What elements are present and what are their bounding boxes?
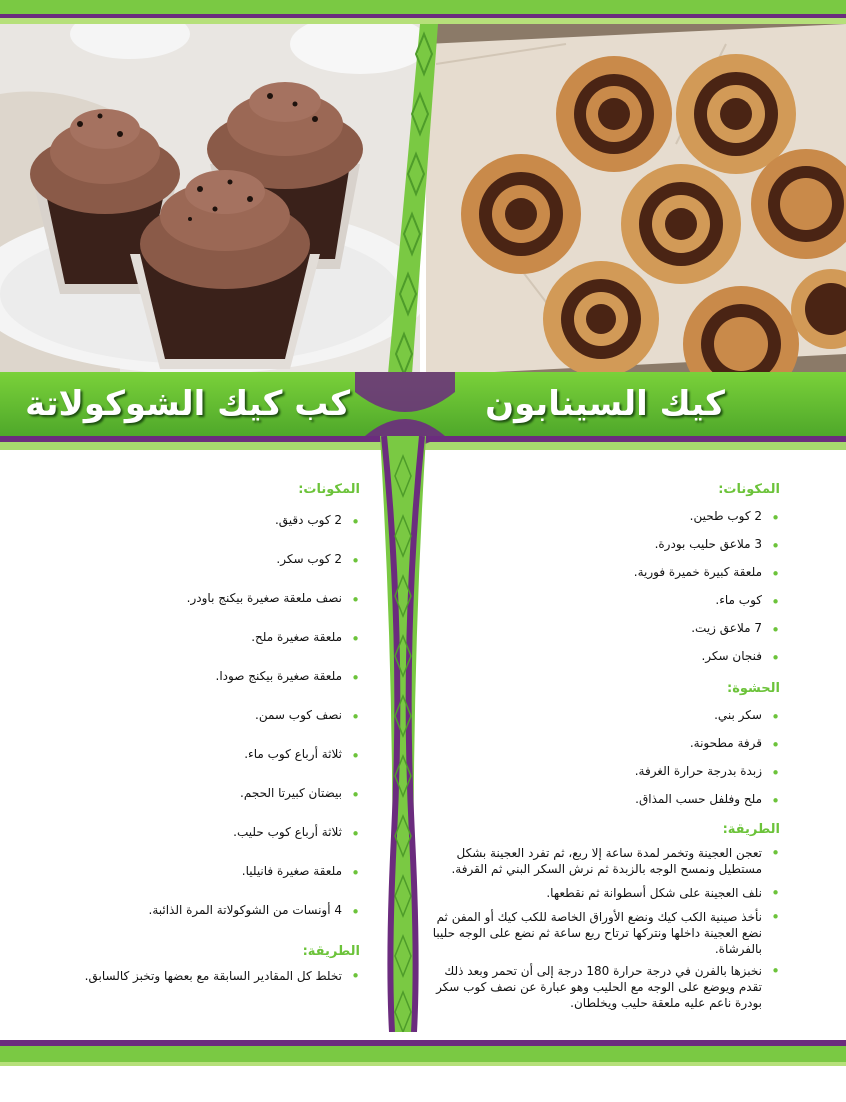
cupcake-method-heading: الطريقة: <box>302 944 360 959</box>
bottom-green-stripe <box>0 1046 846 1062</box>
cupcake-ingredients-list <box>60 513 360 942</box>
cinnamon-ingredients-heading: المكونات: <box>718 482 780 497</box>
list-item: • فنجان سكر. <box>430 649 780 677</box>
list-item: • تخلط كل المقادير السابقة مع بعضها وتخبز كالسابق. <box>60 967 360 985</box>
cinnamon-column <box>430 482 780 1011</box>
cupcake-column <box>60 482 360 985</box>
list-item: • نخبزها بالفرن في درجة حرارة 180 درجة إلى أن تحمر وبعد ذلك تقدم ويوضع على الوجه مع الحليب وهو عبارة عن نصف كوب سكر بودرة ناعم عليه ملعقة حليب ويخلطان. <box>430 963 780 1011</box>
cinnamon-ingredients-list <box>430 509 780 677</box>
cinnamon-rolls-photo <box>426 24 846 374</box>
woven-divider <box>374 436 432 1032</box>
cinnamon-title: كيك السينابون <box>485 384 725 424</box>
list-item: • ملح وفلفل حسب المذاق. <box>430 792 780 820</box>
top-green-stripe <box>0 0 846 14</box>
list-item: • ملعقة صغيرة ملح. <box>60 630 360 669</box>
list-item: • ثلاثة أرباع كوب ماء. <box>60 747 360 786</box>
center-divider <box>380 24 450 374</box>
list-item: • نأخذ صينية الكب كيك ونضع الأوراق الخاصة للكب كيك أو المفن ثم نضع العجينة داخلها ونتركها ترتاح ربع ساعة ثم نضع على الوجه حليبا بالفرشاة. <box>430 909 780 957</box>
list-item: • قرفة مطحونة. <box>430 736 780 764</box>
list-item: • زبدة بدرجة حرارة الغرفة. <box>430 764 780 792</box>
cupcake-method-list <box>60 967 360 985</box>
list-item: • ثلاثة أرباع كوب حليب. <box>60 825 360 864</box>
list-item: • كوب ماء. <box>430 593 780 621</box>
cinnamon-method-heading: الطريقة: <box>722 822 780 837</box>
list-item: • نصف كوب سمن. <box>60 708 360 747</box>
list-item: • نصف ملعقة صغيرة بيكنج باودر. <box>60 591 360 630</box>
list-item: • ملعقة صغيرة فانيليا. <box>60 864 360 903</box>
cupcake-title: كب كيك الشوكولاتة <box>25 384 350 424</box>
list-item: • 7 ملاعق زيت. <box>430 621 780 649</box>
list-item: • ملعقة صغيرة بيكنج صودا. <box>60 669 360 708</box>
list-item: • 3 ملاعق حليب بودرة. <box>430 537 780 565</box>
bottom-light-stripe <box>0 1062 846 1066</box>
cinnamon-method-list <box>430 845 780 1011</box>
list-item: • 2 كوب طحين. <box>430 509 780 537</box>
list-item: • نلف العجينة على شكل أسطوانة ثم نقطعها. <box>430 885 780 901</box>
list-item: • 2 كوب دقيق. <box>60 513 360 552</box>
cinnamon-filling-list <box>430 708 780 820</box>
cinnamon-filling-heading: الحشوة: <box>727 681 780 696</box>
list-item: • بيضتان كبيرتا الحجم. <box>60 786 360 825</box>
cupcake-ingredients-heading: المكونات: <box>298 482 360 497</box>
list-item: • سكر بني. <box>430 708 780 736</box>
list-item: • ملعقة كبيرة خميرة فورية. <box>430 565 780 593</box>
list-item: • 2 كوب سكر. <box>60 552 360 591</box>
list-item: • تعجن العجينة وتخمر لمدة ساعة إلا ربع، ثم تفرد العجينة بشكل مستطيل ونمسح الوجه بالزبدة ثم نرش السكر البني ثم القرفة. <box>430 845 780 877</box>
list-item: • 4 أونسات من الشوكولاتة المرة الذائبة. <box>60 903 360 942</box>
cupcakes-photo <box>0 24 420 374</box>
